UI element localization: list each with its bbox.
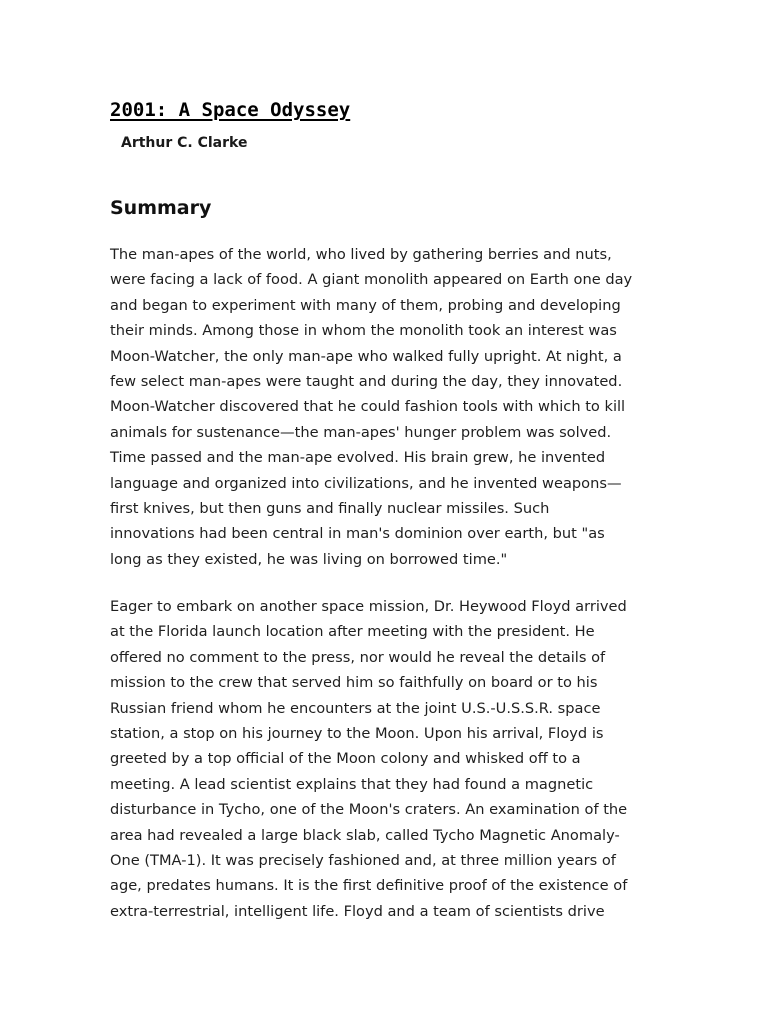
paragraph-line: and began to experiment with many of them, probing and developing — [110, 296, 621, 314]
book-title: 2001: A Space Odyssey — [110, 99, 351, 121]
paragraph-line: were facing a lack of food. A giant monolith appeared on Earth one day — [110, 271, 633, 289]
paragraph-line: language and organized into civilizations, and he invented weapons— — [110, 474, 622, 492]
paragraph-line: The man-apes of the world, who lived by gathering berries and nuts, — [110, 246, 612, 263]
paragraph-line: first knives, but then guns and finally nuclear missiles. Such — [110, 500, 550, 518]
paragraph-line: meeting. A lead scientist explains that they had found a magnetic — [110, 775, 594, 793]
paragraph-line: their minds. Among those in whom the monolith took an interest was — [110, 322, 617, 340]
paragraph-line: Russian friend whom he encounters at the joint U.S.-U.S.S.R. space — [110, 699, 601, 717]
paragraph-line: Eager to embark on another space mission, Dr. Heywood Floyd arrived — [110, 598, 627, 615]
paragraph-line: mission to the crew that served him so faithfully on board or to his — [110, 674, 598, 692]
paragraph-line: station, a stop on his journey to the Moon. Upon his arrival, Floyd is — [110, 725, 604, 743]
paragraph-line: innovations had been central in man's dominion over earth, but "as — [110, 525, 605, 543]
section-heading-summary: Summary — [110, 197, 212, 219]
paragraph-line: One (TMA-1). It was precisely fashioned and, at three million years of — [110, 852, 616, 870]
paragraph-line: animals for sustenance—the man-apes' hunger problem was solved. — [110, 423, 612, 441]
paragraph-line: Moon-Watcher, the only man-ape who walked fully upright. At night, a — [110, 347, 622, 365]
paragraph-line: Time passed and the man-ape evolved. His brain grew, he invented — [110, 449, 606, 467]
author-name: Arthur C. Clarke — [121, 135, 248, 151]
paragraph-line: offered no comment to the press, nor would he reveal the details of — [110, 648, 606, 666]
paragraph-line: Moon-Watcher discovered that he could fashion tools with which to kill — [110, 398, 626, 416]
paragraph-line: few select man-apes were taught and during the day, they innovated. — [110, 373, 623, 391]
paragraph-line: disturbance in Tycho, one of the Moon's craters. An examination of the — [110, 801, 628, 819]
paragraph-line: area had revealed a large black slab, called Tycho Magnetic Anomaly- — [110, 826, 620, 844]
paragraph-line: extra-terrestrial, intelligent life. Floyd and a team of scientists drive — [110, 902, 605, 920]
paragraph-line: at the Florida launch location after meeting with the president. He — [110, 623, 595, 641]
paragraph-line: greeted by a top official of the Moon colony and whisked off to a — [110, 750, 581, 768]
paragraph-line: long as they existed, he was living on borrowed time." — [110, 550, 508, 568]
summary-paragraph-2 — [110, 594, 670, 924]
paragraph-line: age, predates humans. It is the first definitive proof of the existence of — [110, 877, 628, 895]
summary-paragraph-1 — [110, 242, 670, 572]
